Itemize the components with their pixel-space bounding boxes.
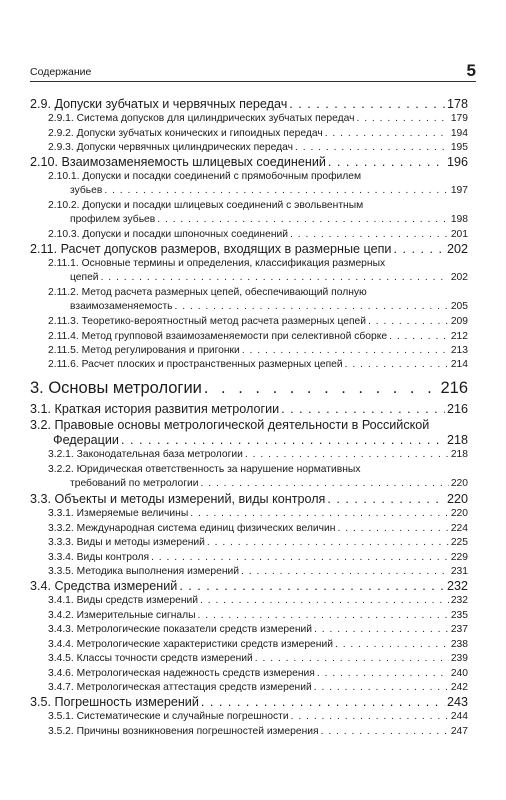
toc-entry-title: 3.1. Краткая история развития метрологии [30,402,280,416]
dot-leader [328,155,445,170]
dot-leader [314,623,449,637]
toc-page-number: 213 [450,345,468,356]
toc-subsection-2-10-2 [48,199,468,227]
dot-leader [314,681,449,695]
toc-subsection-3-4-6 [48,667,468,681]
toc-subsection-2-9-3 [48,141,468,155]
toc-entry-title: 3.5. Погрешность измерений [30,695,199,709]
toc-page-number: 243 [446,695,468,709]
toc-subsection-3-4-2 [48,609,468,623]
dot-leader [295,141,449,155]
toc-subsection-2-9-2 [48,127,468,141]
dot-leader [317,667,449,681]
toc-page-number: 178 [446,97,468,111]
toc-subsection-2-11-6 [48,358,468,372]
toc-page-number: 232 [446,579,468,593]
dot-leader [242,344,449,358]
toc-entry-title: 2.9.2. Допуски зубчатых конических и гипоидных передач [48,128,323,139]
toc-entry-title: 2.11.2. Метод расчета размерных цепей, обеспечивающий полную [48,287,367,298]
dot-leader [245,448,449,462]
toc-subsection-2-11-1 [48,257,468,285]
toc-section-2-10 [30,155,468,170]
toc-page-number: 202 [446,242,468,256]
toc-subsection-2-11-4 [48,330,468,344]
toc-entry-title: требований по метрологии [70,478,199,489]
toc-page-number: 196 [446,155,468,169]
dot-leader [198,609,449,623]
toc-page-number: 214 [450,359,468,370]
toc-entry-title: 3.2.1. Законодательная база метрологии [48,449,243,460]
toc-page-number: 195 [450,142,468,153]
dot-leader [201,695,445,710]
toc-page-number: 232 [450,595,468,606]
toc-section-3-2 [30,418,468,448]
toc-entry-title: 3.4.7. Метрологическая аттестация средств измерений [48,682,312,693]
toc-chapter-3 [30,378,468,398]
toc-entry-title: 3.4.6. Метрологическая надежность средств измерения [48,668,315,679]
dot-leader [289,97,445,112]
toc-entry-title: Федерации [53,433,119,447]
dot-leader [175,300,449,314]
toc-page-number: 220 [450,478,468,489]
toc-subsection-2-10-3 [48,228,468,242]
toc-entry-title: 3.4.3. Метрологические показатели средств измерений [48,624,313,635]
toc-entry-title: 3.2.2. Юридическая ответственность за нарушение нормативных [48,464,361,475]
toc-subsection-3-2-2 [48,463,468,491]
dot-leader [290,228,449,242]
toc-entry-title: 3.4.2. Измерительные сигналы [48,610,196,621]
toc-entry-title: 3.3.2. Международная система единиц физических величин [48,523,336,534]
toc-subsection-3-3-1 [48,507,468,521]
toc-subsection-3-3-3 [48,536,468,550]
toc-entry-title: 2.10.3. Допуски и посадки шпоночных соединений [48,229,289,240]
toc-entry-title: 3.4.4. Метрологические характеристики средств измерений [48,639,333,650]
toc-subsection-3-5-2 [48,725,468,739]
toc-page-number: 209 [450,316,468,327]
toc-entry-title: 2.9.3. Допуски червячных цилиндрических передач [48,142,294,153]
toc-page-number: 238 [450,639,468,650]
dot-leader [179,579,445,594]
toc-page-number: 216 [440,379,468,397]
toc-subsection-2-9-1 [48,112,468,126]
toc-entry-title: 2.11.3. Теоретико-вероятностный метод расчета размерных цепей [48,316,367,327]
toc-section-2-9 [30,97,468,112]
toc-subsection-3-3-4 [48,551,468,565]
dot-leader [157,213,449,227]
toc-page-number: 229 [450,552,468,563]
toc-entry-title: 2.10. Взаимозаменяемость шлицевых соединений [30,155,326,169]
dot-leader [201,477,449,491]
toc-entry-title: зубьев [70,185,103,196]
toc-entry-title: 2.9.1. Система допусков для цилиндрических зубчатых передач [48,113,355,124]
toc-page-number: 220 [446,492,468,506]
toc-page-number: 237 [450,624,468,635]
toc-entry-title: 2.11. Расчет допусков размеров, входящих в размерные цепи [30,242,392,256]
toc-entry-title: 3.4.1. Виды средств измерений [48,595,199,606]
toc-section-3-5 [30,695,468,710]
page-number: 5 [466,61,476,80]
toc-entry-title: 3.4. Средства измерений [30,579,178,593]
toc-subsection-3-4-3 [48,623,468,637]
toc-page-number: 225 [450,537,468,548]
toc-subsection-2-11-3 [48,315,468,329]
toc-page-number: 239 [450,653,468,664]
toc-subsection-2-11-5 [48,344,468,358]
toc-page-number: 201 [450,229,468,240]
toc-section-3-4 [30,579,468,594]
toc-page-number: 216 [446,402,468,416]
toc-subsection-3-3-5 [48,565,468,579]
dot-leader [291,710,449,724]
toc-page-number: 244 [450,711,468,722]
dot-leader [368,315,449,329]
dot-leader [356,112,448,126]
dot-leader [121,433,445,448]
toc-entry-title: профилем зубьев [70,214,156,225]
toc-section-2-11 [30,242,468,257]
dot-leader [241,565,449,579]
toc-page-number: 202 [450,272,468,283]
dot-leader [389,330,449,344]
toc-page-number: 179 [450,113,468,124]
toc-entry-title: 3.5.2. Причины возникновения погрешностей измерения [48,726,319,737]
toc-page-number: 224 [450,523,468,534]
toc-page-number: 240 [450,668,468,679]
dot-leader [104,184,448,198]
toc-page-number: 198 [450,214,468,225]
toc-entry-title: 3.3. Объекты и методы измерений, виды контроля [30,492,326,506]
toc-entry-title: 3.3.5. Методика выполнения измерений [48,566,240,577]
toc-subsection-3-4-4 [48,638,468,652]
dot-leader [327,492,445,507]
toc-subsection-3-3-2 [48,522,468,536]
toc-section-3-1 [30,402,468,417]
toc-entry-title: 2.10.2. Допуски и посадки шлицевых соединений с эвольвентным [48,200,364,211]
dot-leader [200,594,449,608]
dot-leader [281,402,445,417]
dot-leader [393,242,445,257]
toc-subsection-3-2-1 [48,448,468,462]
toc-subsection-3-4-1 [48,594,468,608]
toc-section-3-3 [30,492,468,507]
toc-subsection-2-10-1 [48,170,468,198]
toc-page-number: 235 [450,610,468,621]
toc-page-number: 205 [450,301,468,312]
toc-subsection-3-4-7 [48,681,468,695]
dot-leader [207,536,449,550]
toc-page-number: 247 [450,726,468,737]
toc-entry-title: 2.10.1. Допуски и посадки соединений с прямобочным профилем [48,171,362,182]
toc-entry-title: 2.11.5. Метод регулирования и пригонки [48,345,240,356]
toc-page-number: 218 [446,433,468,447]
dot-leader [325,127,449,141]
toc-subsection-2-11-2 [48,286,468,314]
toc-entry-title: 2.9. Допуски зубчатых и червячных передач [30,97,288,111]
header-rule [30,81,476,82]
running-header [30,60,476,82]
toc-page-number: 212 [450,331,468,342]
toc-subsection-3-5-1 [48,710,468,724]
toc-entry-title: 2.11.1. Основные термины и определения, классификация размерных [48,258,386,269]
toc-page-number: 197 [450,185,468,196]
dot-leader [151,551,449,565]
toc-entry-title: 2.11.6. Расчет плоских и пространственных размерных цепей [48,359,343,370]
dot-leader [190,507,449,521]
toc-page-number: 218 [450,449,468,460]
running-header-title: Содержание [30,66,92,78]
dot-leader [335,638,449,652]
toc-subsection-3-4-5 [48,652,468,666]
toc-entry-title: 3.3.1. Измеряемые величины [48,508,189,519]
toc-entry-title: 3.2. Правовые основы метрологической деятельности в Российской [30,418,430,432]
toc-entry-title: взаимозаменяемость [70,301,173,312]
dot-leader [204,378,439,398]
toc-entry-title: цепей [70,272,99,283]
dot-leader [321,725,449,739]
toc-entry-title: 3.4.5. Классы точности средств измерений [48,653,253,664]
toc-page-number: 194 [450,128,468,139]
dot-leader [337,522,448,536]
dot-leader [255,652,449,666]
dot-leader [345,358,449,372]
toc-entry-title: 3.3.4. Виды контроля [48,552,150,563]
dot-leader [101,271,449,285]
toc-page-number: 231 [450,566,468,577]
toc-entry-title: 2.11.4. Метод групповой взаимозаменяемости при селективной сборке [48,331,388,342]
toc-entry-title: 3.5.1. Систематические и случайные погрешности [48,711,289,722]
toc-page-number: 220 [450,508,468,519]
toc-entry-title: 3.3.3. Виды и методы измерений [48,537,205,548]
toc-entry-title: 3. Основы метрологии [30,379,202,397]
toc-page-number: 242 [450,682,468,693]
